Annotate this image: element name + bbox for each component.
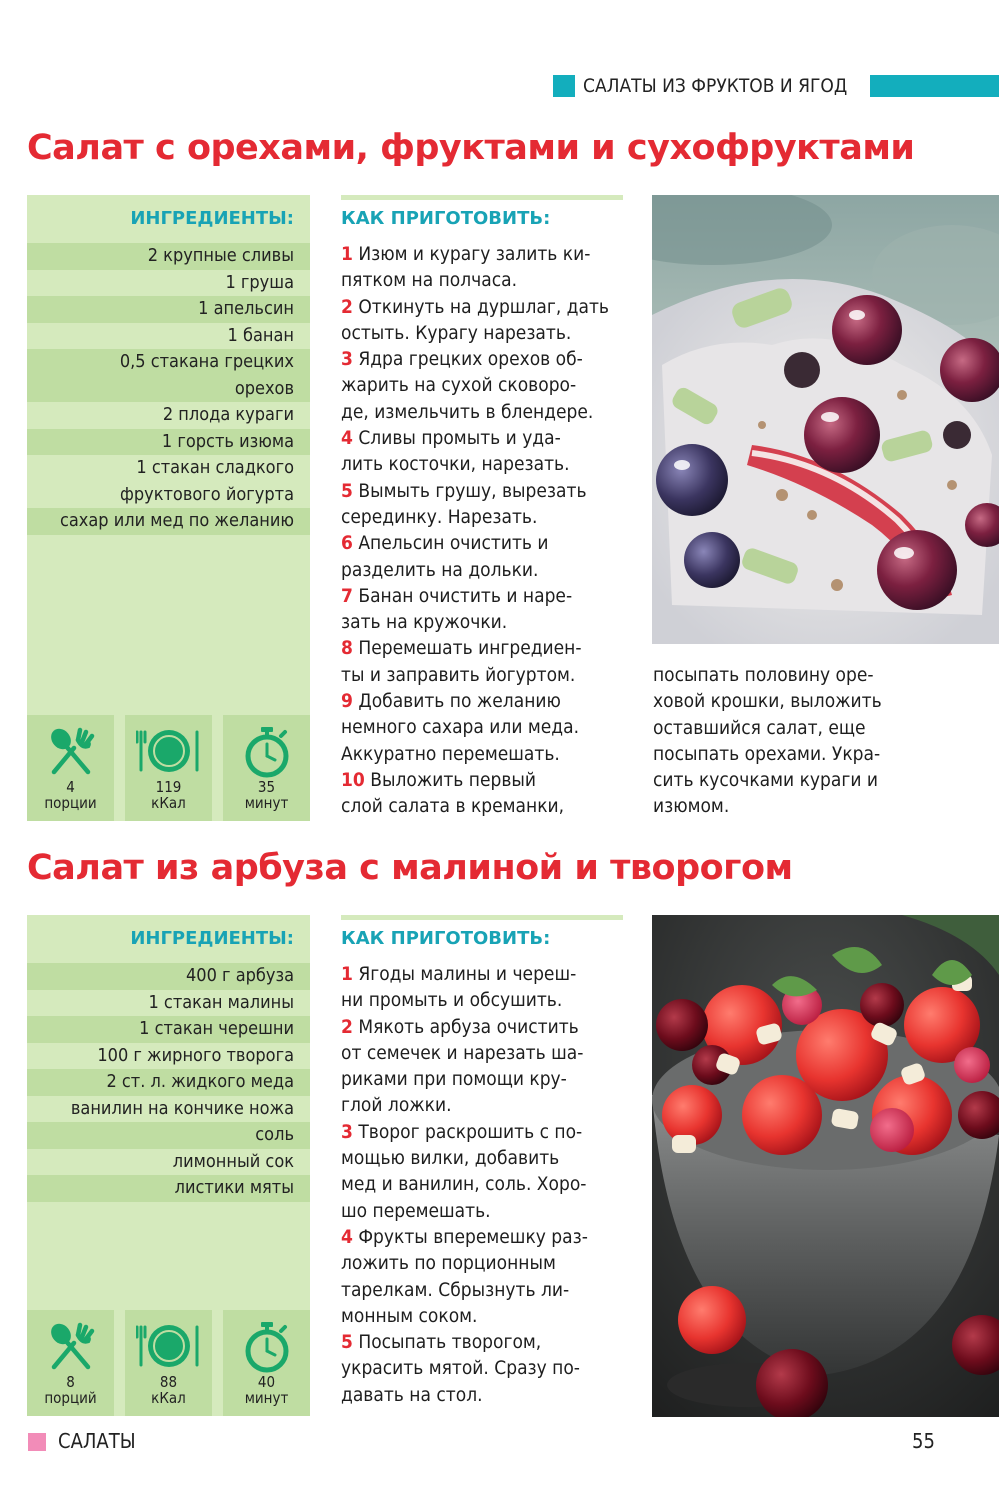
step-line: 4 Фрукты вперемешку раз- [341, 1225, 588, 1248]
ingredients-panel [27, 915, 310, 1416]
servings-value: 8 [66, 1373, 75, 1391]
step-line: сить кусочками кураги и [653, 769, 878, 792]
ingredient-item: 2 крупные сливы [27, 243, 310, 270]
step-line: мед и ванилин, соль. Хоро- [341, 1173, 587, 1196]
ingredients-heading: ИНГРЕДИЕНТЫ: [130, 208, 294, 229]
step-line: от семечек и нарезать ша- [341, 1041, 584, 1064]
step-line: зать на кружочки. [341, 611, 508, 634]
step-line: 8 Перемешать ингредиен- [341, 637, 582, 660]
step-line: 5 Посыпать творогом, [341, 1331, 542, 1354]
salad-photo [652, 915, 999, 1417]
calories-stat [125, 715, 212, 821]
ingredient-item: 2 ст. л. жидкого меда [27, 1069, 310, 1096]
footer-section-label: САЛАТЫ [58, 1429, 136, 1453]
ingredient-item: сахар или мед по желанию [27, 508, 310, 535]
calories-unit: кКал [151, 1389, 186, 1407]
step-line: оставшийся салат, еще [653, 716, 866, 739]
watermelon-salad-image [652, 915, 999, 1417]
time-value: 40 [257, 1373, 276, 1391]
step-line: 6 Апельсин очистить и [341, 532, 549, 555]
fork-spoon-icon [44, 726, 98, 778]
ingredient-item: 1 стакан сладкого [136, 457, 294, 478]
ingredient-item: соль [27, 1122, 310, 1149]
servings-unit: порций [44, 1389, 97, 1407]
ingredients-list [27, 243, 310, 535]
step-line: посыпать орехами. Укра- [653, 742, 881, 765]
footer-square [28, 1433, 46, 1451]
step-line: 4 Сливы промыть и уда- [341, 427, 561, 450]
step-line: 2 Откинуть на дуршлаг, дать [341, 295, 609, 318]
steps-list [341, 961, 631, 1408]
section-label: САЛАТЫ ИЗ ФРУКТОВ И ЯГОД [583, 75, 848, 97]
servings-value: 4 [66, 778, 75, 796]
step-line: ни промыть и обсушить. [341, 989, 563, 1012]
step-line: тарелкам. Сбрызнуть ли- [341, 1278, 570, 1301]
step-line: украсить мятой. Сразу по- [341, 1357, 580, 1380]
ingredient-item: 1 груша [225, 271, 294, 293]
step-line: мощью вилки, добавить [341, 1147, 560, 1170]
ingredient-item: 0,5 стакана грецких [27, 349, 310, 376]
how-heading: КАК ПРИГОТОВИТЬ: [341, 928, 551, 949]
step-line: 9 Добавить по желанию [341, 690, 561, 713]
stopwatch-icon [243, 1321, 291, 1373]
ingredients-list [27, 963, 310, 1202]
fruit-nut-salad-image [652, 195, 999, 644]
step-line: монным соком. [341, 1304, 478, 1327]
step-line: риками при помощи кру- [341, 1068, 567, 1091]
recipe-stats [27, 715, 310, 821]
time-value: 35 [257, 778, 276, 796]
servings-stat [27, 715, 114, 821]
plate-icon [136, 726, 202, 776]
calories-value: 119 [155, 778, 182, 796]
ingredient-item: 400 г арбуза [27, 963, 310, 990]
ingredient-item: 1 банан [227, 324, 294, 346]
step-line: 3 Ядра грецких орехов об- [341, 348, 583, 371]
ingredient-item: 100 г жирного творога [97, 1044, 294, 1066]
time-stat [223, 1310, 310, 1416]
how-rule [341, 915, 623, 920]
calories-stat [125, 1310, 212, 1416]
recipe-stats [27, 1310, 310, 1416]
servings-unit: порции [44, 794, 97, 812]
section-header [553, 73, 999, 99]
ingredient-item: фруктового йогурта [120, 483, 294, 505]
step-line: шо перемешать. [341, 1199, 491, 1222]
step-line: разделить на дольки. [341, 558, 539, 581]
ingredient-item: 1 стакан черешни [27, 1016, 310, 1043]
ingredient-item: лимонный сок [172, 1150, 294, 1172]
ingredient-item: 1 стакан малины [148, 991, 294, 1013]
steps-list [341, 241, 631, 820]
fork-spoon-icon [44, 1321, 98, 1373]
step-line: слой салата в креманки, [341, 795, 565, 818]
calories-value: 88 [159, 1373, 178, 1391]
section-square [553, 75, 575, 97]
step-line: 7 Банан очистить и наре- [341, 584, 573, 607]
servings-stat [27, 1310, 114, 1416]
time-unit: минут [244, 1389, 289, 1407]
plate-icon [136, 1321, 202, 1371]
step-line: ховой крошки, выложить [653, 690, 882, 713]
stopwatch-icon [243, 726, 291, 778]
step-line: пятком на полчаса. [341, 269, 518, 292]
salad-photo [652, 195, 999, 644]
time-stat [223, 715, 310, 821]
step-line: 1 Ягоды малины и череш- [341, 963, 577, 985]
page-number: 55 [912, 1429, 935, 1453]
calories-unit: кКал [151, 794, 186, 812]
how-heading: КАК ПРИГОТОВИТЬ: [341, 208, 551, 229]
step-line: 2 Мякоть арбуза очистить [341, 1015, 579, 1038]
ingredients-heading: ИНГРЕДИЕНТЫ: [130, 928, 294, 949]
recipe-title: Салат из арбуза с малиной и творогом [27, 848, 793, 888]
steps-continuation [653, 662, 943, 820]
step-line: лить косточки, нарезать. [341, 453, 570, 476]
step-line: 5 Вымыть грушу, вырезать [341, 479, 587, 502]
ingredients-panel [27, 195, 310, 821]
recipe-title: Салат с орехами, фруктами и сухофруктами [27, 128, 915, 168]
step-line: глой ложки. [341, 1094, 452, 1117]
section-bar [870, 75, 999, 97]
step-line: ты и заправить йогуртом. [341, 663, 576, 686]
time-unit: минут [244, 794, 289, 812]
ingredient-item: ванилин на кончике ножа [70, 1097, 294, 1119]
step-line: ложить по порционным [341, 1252, 556, 1275]
step-line: 10 Выложить первый [341, 768, 537, 791]
ingredient-item: листики мяты [27, 1175, 310, 1202]
how-rule [341, 195, 623, 200]
step-line: 1 Изюм и курагу залить ки- [341, 243, 591, 265]
ingredient-item: орехов [27, 376, 310, 403]
step-line: немного сахара или меда. [341, 716, 580, 739]
step-line: жарить на сухой сковоро- [341, 374, 577, 397]
step-line: давать на стол. [341, 1383, 483, 1406]
ingredient-item: 1 апельсин [27, 296, 310, 323]
step-line: посыпать половину оре- [653, 664, 874, 686]
step-line: остыть. Курагу нарезать. [341, 321, 572, 344]
ingredient-item: 2 плода кураги [162, 404, 294, 425]
ingredient-item: 1 горсть изюма [27, 429, 310, 456]
step-line: серединку. Нарезать. [341, 505, 538, 528]
step-line: 3 Творог раскрошить с по- [341, 1120, 583, 1143]
step-line: де, измельчить в блендере. [341, 400, 594, 423]
step-line: изюмом. [653, 795, 730, 818]
step-line: Аккуратно перемешать. [341, 742, 560, 765]
